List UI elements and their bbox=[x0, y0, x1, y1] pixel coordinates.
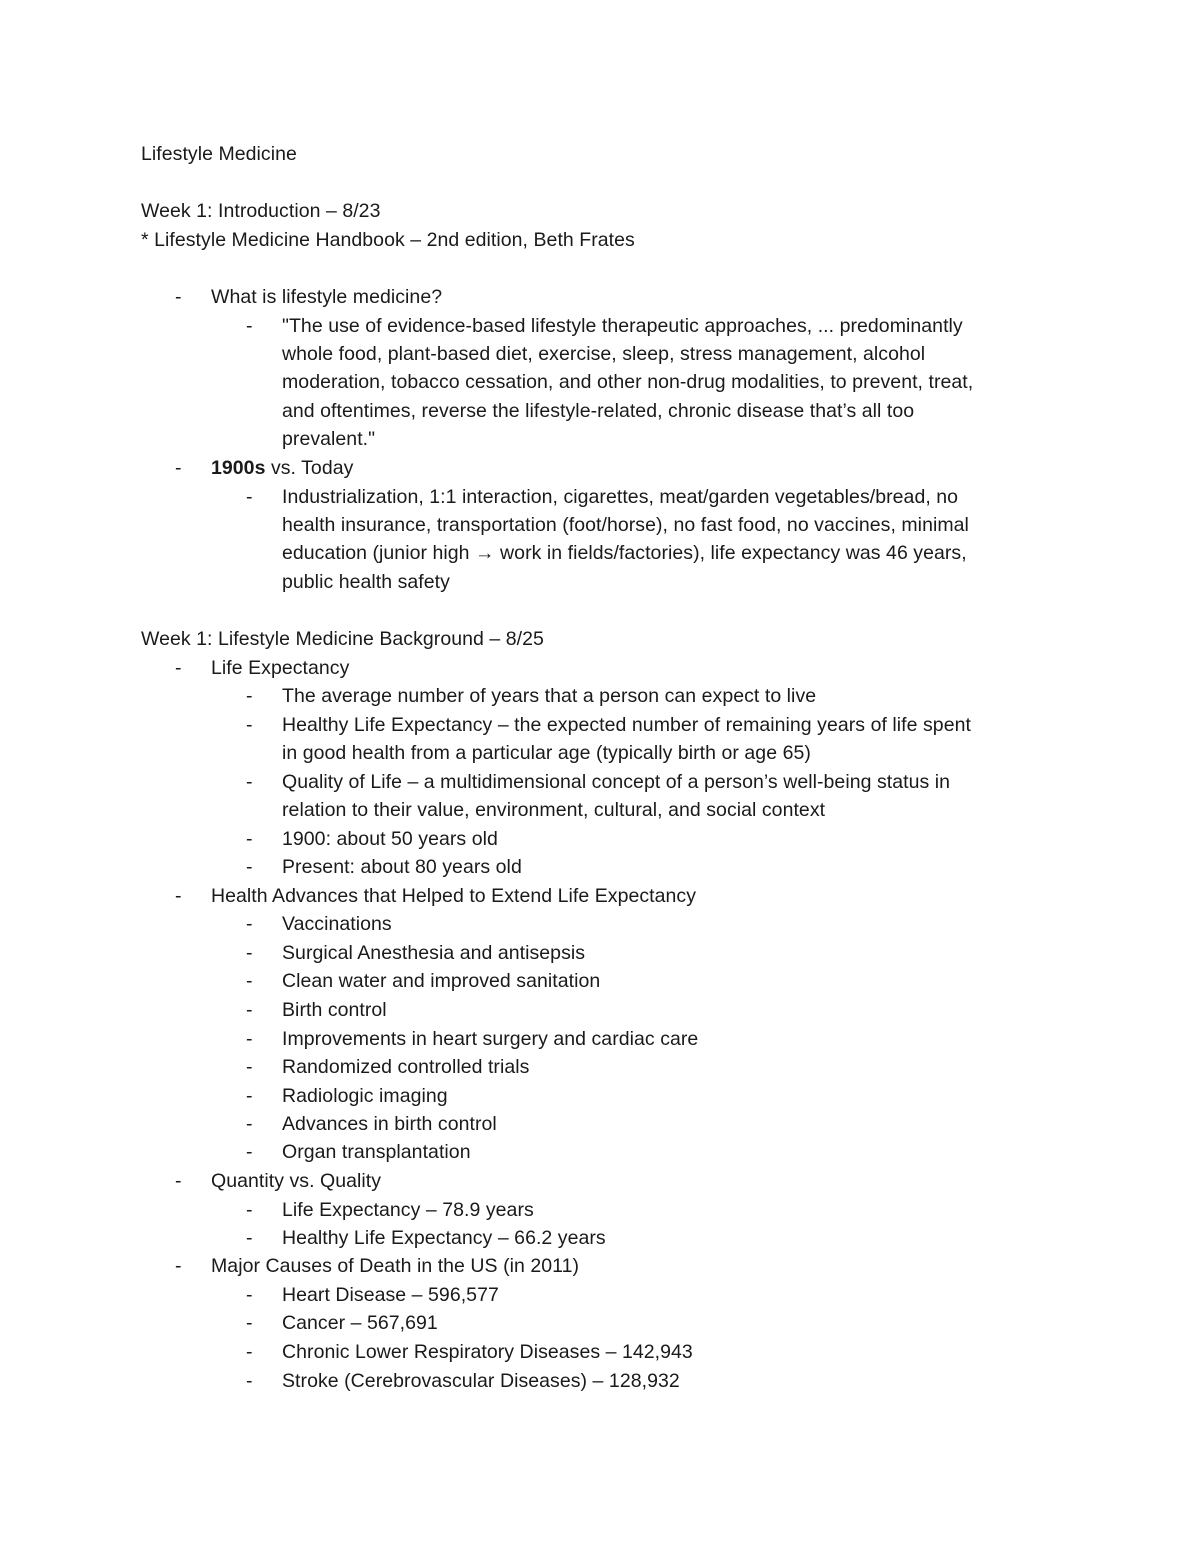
sub-bullet-dash: - bbox=[246, 856, 253, 878]
sub-bullet-dash: - bbox=[246, 1056, 253, 1078]
definition-line: moderation, tobacco cessation, and other non-drug modalities, to prevent, treat, bbox=[282, 371, 974, 393]
sub-item: The average number of years that a person can expect to live bbox=[282, 685, 817, 707]
sub-item: Present: about 80 years old bbox=[282, 856, 522, 878]
sub-item: 1900: about 50 years old bbox=[282, 828, 498, 850]
sub-item: Birth control bbox=[282, 999, 387, 1021]
comparison-line: public health safety bbox=[282, 571, 450, 593]
sub-item: Radiologic imaging bbox=[282, 1085, 448, 1107]
sub-bullet-dash: - bbox=[246, 771, 253, 793]
list-item-1900s-vs-today bbox=[211, 454, 353, 482]
comparison-line: education (junior high → work in fields/factories), life expectancy was 46 years, bbox=[282, 542, 967, 564]
sub-bullet-dash: - bbox=[246, 1341, 253, 1363]
sub-item: Advances in birth control bbox=[282, 1113, 497, 1135]
sub-bullet-dash: - bbox=[246, 999, 253, 1021]
list-item-life-expectancy: Life Expectancy bbox=[211, 657, 350, 679]
sub-item: Life Expectancy – 78.9 years bbox=[282, 1199, 534, 1221]
sub-item: Healthy Life Expectancy – 66.2 years bbox=[282, 1227, 606, 1249]
section-heading-week1-background: Week 1: Lifestyle Medicine Background – 8/25 bbox=[141, 628, 544, 650]
bullet-dash: - bbox=[175, 885, 182, 907]
sub-bullet-dash: - bbox=[246, 1284, 253, 1306]
definition-line: prevalent." bbox=[282, 428, 376, 450]
sub-item: Randomized controlled trials bbox=[282, 1056, 530, 1078]
bullet-dash: - bbox=[175, 457, 182, 479]
comparison-line: health insurance, transportation (foot/horse), no fast food, no vaccines, minimal bbox=[282, 514, 969, 536]
sub-item: Surgical Anesthesia and antisepsis bbox=[282, 942, 586, 964]
sub-item: Organ transplantation bbox=[282, 1141, 471, 1163]
sub-bullet-dash: - bbox=[246, 1028, 253, 1050]
sub-bullet-dash: - bbox=[246, 1199, 253, 1221]
sub-bullet-dash: - bbox=[246, 1141, 253, 1163]
sub-bullet-dash: - bbox=[246, 315, 253, 337]
list-item-what-is-lm: What is lifestyle medicine? bbox=[211, 286, 443, 308]
bullet-dash: - bbox=[175, 1170, 182, 1192]
sub-bullet-dash: - bbox=[246, 970, 253, 992]
bold-1900s: 1900s bbox=[211, 457, 266, 479]
sub-bullet-dash: - bbox=[246, 685, 253, 707]
sub-item: Healthy Life Expectancy – the expected number of remaining years of life spent bbox=[282, 714, 971, 736]
sub-item: Vaccinations bbox=[282, 913, 392, 935]
document-title: Lifestyle Medicine bbox=[141, 143, 297, 165]
sub-item: Quality of Life – a multidimensional concept of a person’s well-being status in bbox=[282, 771, 951, 793]
definition-line: and oftentimes, reverse the lifestyle-related, chronic disease that’s all too bbox=[282, 400, 915, 422]
sub-bullet-dash: - bbox=[246, 913, 253, 935]
definition-line: "The use of evidence-based lifestyle therapeutic approaches, ... predominantly bbox=[282, 315, 963, 337]
sub-item: Cancer – 567,691 bbox=[282, 1312, 438, 1334]
vs-today-text: vs. Today bbox=[265, 457, 354, 479]
bullet-dash: - bbox=[175, 657, 182, 679]
sub-item: Heart Disease – 596,577 bbox=[282, 1284, 499, 1306]
sub-bullet-dash: - bbox=[246, 486, 253, 508]
bullet-dash: - bbox=[175, 286, 182, 308]
definition-line: whole food, plant-based diet, exercise, sleep, stress management, alcohol bbox=[282, 343, 926, 365]
sub-item-continued: relation to their value, environment, cultural, and social context bbox=[282, 799, 826, 821]
sub-item: Improvements in heart surgery and cardiac care bbox=[282, 1028, 699, 1050]
sub-item: Chronic Lower Respiratory Diseases – 142,943 bbox=[282, 1341, 693, 1363]
sub-bullet-dash: - bbox=[246, 828, 253, 850]
section-heading-week1-intro: Week 1: Introduction – 8/23 bbox=[141, 200, 381, 222]
sub-item: Clean water and improved sanitation bbox=[282, 970, 601, 992]
list-item-health-advances: Health Advances that Helped to Extend Life Expectancy bbox=[211, 885, 697, 907]
sub-bullet-dash: - bbox=[246, 1312, 253, 1334]
sub-item: Stroke (Cerebrovascular Diseases) – 128,932 bbox=[282, 1370, 680, 1392]
sub-bullet-dash: - bbox=[246, 1227, 253, 1249]
sub-bullet-dash: - bbox=[246, 1085, 253, 1107]
sub-bullet-dash: - bbox=[246, 714, 253, 736]
comparison-line: Industrialization, 1:1 interaction, cigarettes, meat/garden vegetables/bread, no bbox=[282, 486, 959, 508]
sub-item-continued: in good health from a particular age (typically birth or age 65) bbox=[282, 742, 811, 764]
sub-bullet-dash: - bbox=[246, 1370, 253, 1392]
sub-bullet-dash: - bbox=[246, 1113, 253, 1135]
list-item-causes-of-death: Major Causes of Death in the US (in 2011) bbox=[211, 1255, 580, 1277]
sub-bullet-dash: - bbox=[246, 942, 253, 964]
handbook-note: * Lifestyle Medicine Handbook – 2nd edition, Beth Frates bbox=[141, 229, 635, 251]
list-item-quantity-vs-quality: Quantity vs. Quality bbox=[211, 1170, 382, 1192]
bullet-dash: - bbox=[175, 1255, 182, 1277]
